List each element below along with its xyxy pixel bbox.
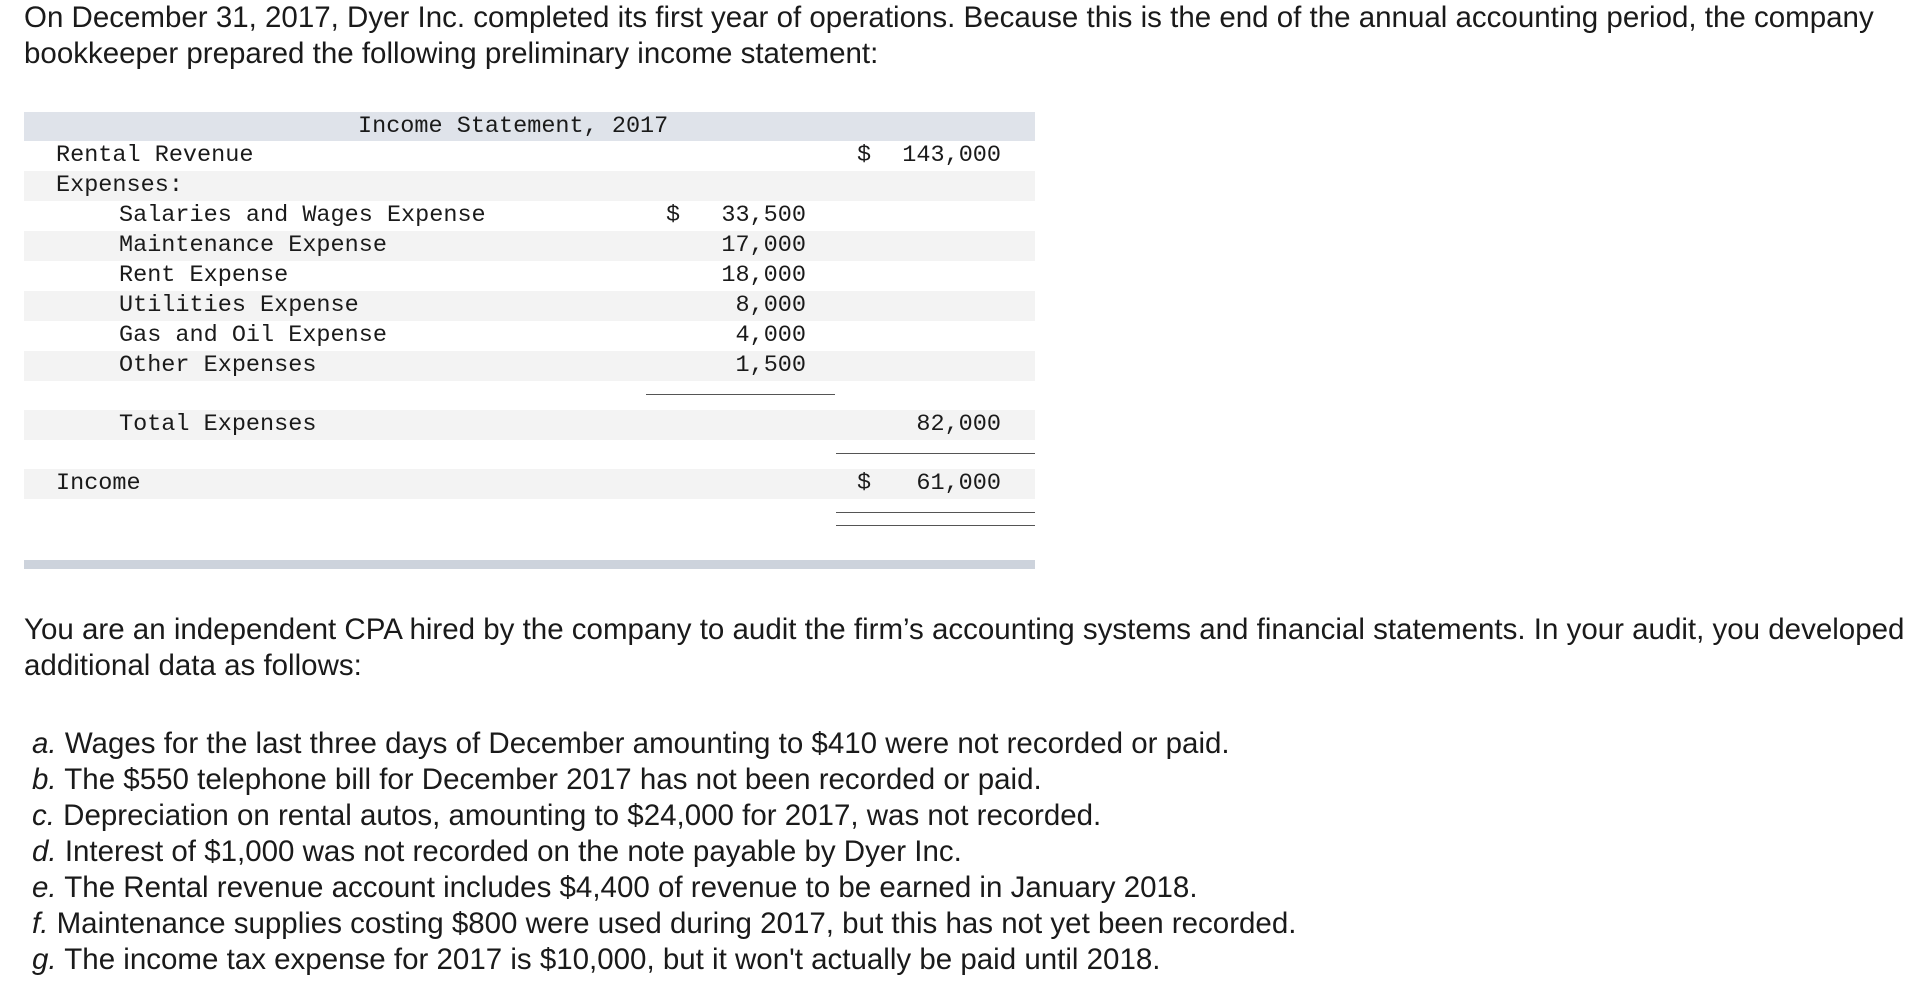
item-letter: a.: [32, 727, 57, 760]
row-amount: 82,000: [916, 411, 1001, 438]
list-item: [32, 870, 1912, 906]
expense-row: [24, 321, 1035, 351]
rental-revenue-row: [24, 141, 1035, 171]
row-amount: 1,500: [735, 352, 806, 379]
expense-row: [24, 261, 1035, 291]
expense-row: [24, 231, 1035, 261]
row-label: Income: [56, 470, 141, 497]
item-letter: c.: [32, 799, 55, 832]
item-text: Wages for the last three days of December amounting to $410 were not recorded or paid.: [64, 727, 1230, 760]
item-text: Maintenance supplies costing $800 were used during 2017, but this has not yet been recorded.: [56, 907, 1297, 940]
row-label: Other Expenses: [119, 352, 317, 379]
total-expenses-row: [24, 410, 1035, 440]
statement-title: Income Statement, 2017: [358, 113, 669, 140]
row-amount: 143,000: [902, 142, 1001, 169]
total-rule: [836, 453, 1035, 454]
list-item: [32, 762, 1912, 798]
row-label: Rental Revenue: [56, 142, 254, 169]
row-label: Utilities Expense: [119, 292, 359, 319]
list-item: [32, 726, 1912, 762]
item-text: The income tax expense for 2017 is $10,000, but it won't actually be paid until 2018.: [64, 943, 1161, 976]
audit-intro-paragraph: You are an independent CPA hired by the company to audit the firm’s accounting systems and financial statements. In your audit, you developed additional data as follows:: [24, 613, 1905, 682]
row-label: Maintenance Expense: [119, 232, 387, 259]
row-amount: 61,000: [916, 470, 1001, 497]
double-rule-bottom: [836, 525, 1035, 526]
expense-row: [24, 201, 1035, 231]
dollar-sign: $: [857, 470, 872, 497]
income-row: [24, 469, 1035, 499]
list-item: [32, 942, 1912, 978]
list-item: [32, 834, 1912, 870]
row-amount: 8,000: [735, 292, 806, 319]
row-amount: 18,000: [721, 262, 806, 289]
statement-header: [24, 112, 1035, 141]
expense-row: [24, 291, 1035, 321]
row-label: Salaries and Wages Expense: [119, 202, 486, 229]
list-item: [32, 798, 1912, 834]
item-letter: b.: [32, 763, 57, 796]
item-letter: d.: [32, 835, 57, 868]
item-text: The Rental revenue account includes $4,400 of revenue to be earned in January 2018.: [64, 871, 1198, 904]
dollar-sign: $: [666, 202, 681, 229]
row-label: Rent Expense: [119, 262, 289, 289]
intro-paragraph: On December 31, 2017, Dyer Inc. completed its first year of operations. Because this is the end of the annual accounting period, the company bookkeeper prepared the following preliminary income statement:: [24, 1, 1874, 70]
row-label: Gas and Oil Expense: [119, 322, 387, 349]
double-rule-top: [836, 512, 1035, 513]
row-amount: 4,000: [735, 322, 806, 349]
row-label: Total Expenses: [119, 411, 317, 438]
row-amount: 17,000: [721, 232, 806, 259]
item-letter: e.: [32, 871, 57, 904]
row-amount: 33,500: [721, 202, 806, 229]
item-letter: g.: [32, 943, 57, 976]
item-text: Depreciation on rental autos, amounting to $24,000 for 2017, was not recorded.: [63, 799, 1102, 832]
expense-row: [24, 351, 1035, 381]
row-label: Expenses:: [56, 172, 183, 199]
audit-items-list: [32, 726, 1912, 978]
item-text: The $550 telephone bill for December 2017 has not been recorded or paid.: [64, 763, 1042, 796]
item-letter: f.: [32, 907, 49, 940]
dollar-sign: $: [857, 142, 872, 169]
expenses-heading-row: [24, 171, 1035, 201]
subtotal-rule: [646, 394, 835, 395]
item-text: Interest of $1,000 was not recorded on the note payable by Dyer Inc.: [64, 835, 962, 868]
list-item: [32, 906, 1912, 942]
statement-footer-bar: [24, 560, 1035, 569]
